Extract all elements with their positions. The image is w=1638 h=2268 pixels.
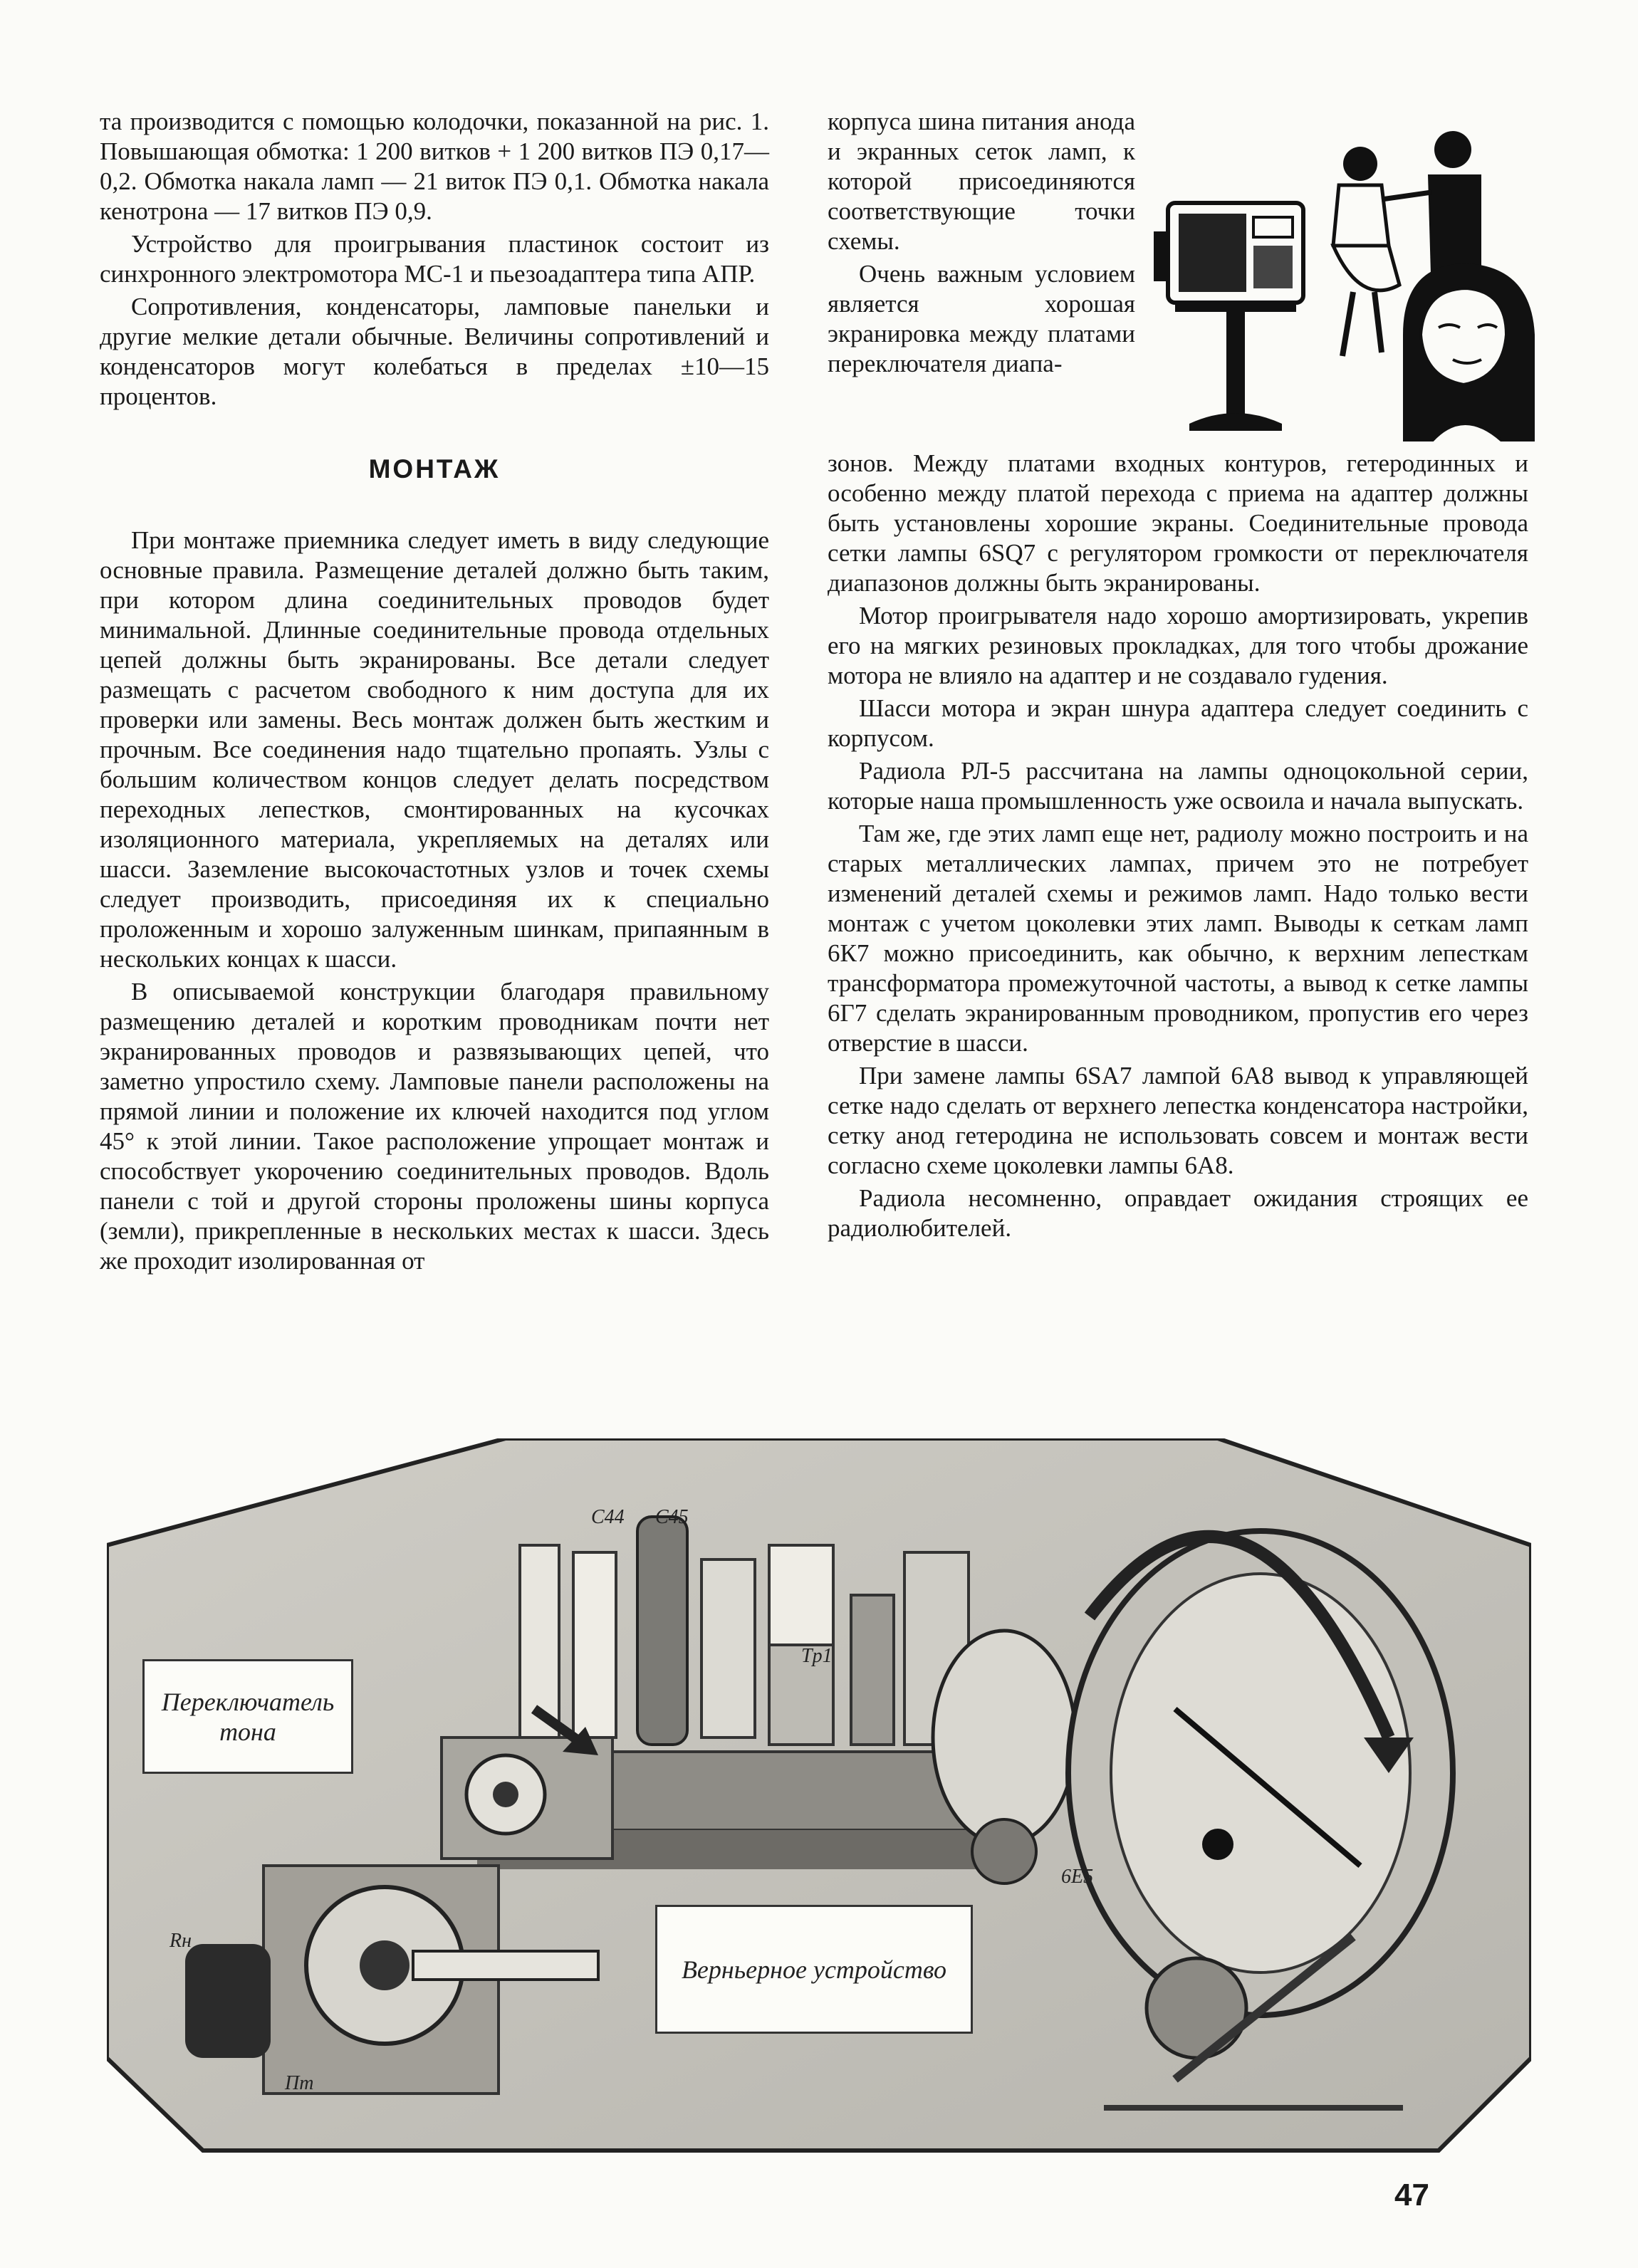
paragraph: Устройство для проигрывания пластинок состоит из синхронного электромотора МС-1 и пьезоадаптера типа АПР. xyxy=(100,230,769,288)
paragraph: Очень важным условием является хорошая экранировка между платами переключателя диапа- xyxy=(828,260,1135,377)
paragraph: Сопротивления, конденсаторы, ламповые панельки и другие мелкие детали обычные. Величины сопротивлений и конденсаторов могут колебаться в пределах ±10—15 процентов. xyxy=(100,293,769,410)
page-number: 47 xyxy=(1394,2178,1429,2212)
rn-tag: Rн xyxy=(169,1930,192,1952)
paragraph: корпуса шина питания анода и экранных сеток ламп, к которой присоединяются соответствующие точки схемы. xyxy=(828,108,1135,255)
6e5-tag: 6E5 xyxy=(1061,1866,1094,1888)
paragraph: Там же, где этих ламп еще нет, радиолу можно построить и на старых металлических лампах, причем это не потребует изменений деталей схемы и режимов ламп. Надо только вести монтаж с учетом цоколевки этих ламп. Выводы к сеткам ламп 6К7 можно присоединить, как обычно, к верхним лепесткам трансформатора промежуточной частоты, а вывод к сетке лампы 6Г7 сделать экранированным проводником, пропустив его через отверстие в шасси. xyxy=(828,820,1528,1057)
right-column-top xyxy=(828,107,1135,382)
right-column xyxy=(828,449,1528,1246)
vernier-device-label: Верньерное устройство xyxy=(655,1905,973,2034)
paragraph: В описываемой конструкции благодаря правильному размещению деталей и коротким проводникам почти нет экранированных проводов и развязывающих цепей, что заметно упростило схему. Ламповые панели расположены на прямой линии и положение их ключей находится под углом 45° к этой линии. Такое расположение упрощает монтаж и способствует укорочению соединительных проводов. Вдоль панели с той и другой стороны проложены шины корпуса (земли), прикрепленные в нескольких местах к шасси. Здесь же проходит изолированная от xyxy=(100,978,769,1275)
tr1-tag: Tp1 xyxy=(801,1645,833,1667)
chassis-photo xyxy=(107,1438,1531,2154)
paragraph: Шасси мотора и экран шнура адаптера следует соединить с корпусом. xyxy=(828,694,1528,752)
c45-tag: C45 xyxy=(655,1506,689,1528)
pt-tag: Пт xyxy=(285,2072,314,2094)
section-heading: МОНТАЖ xyxy=(368,454,501,484)
paragraph: Радиола несомненно, оправдает ожидания строящих ее радиолюбителей. xyxy=(828,1184,1528,1242)
dancers-illustration xyxy=(1147,121,1545,441)
c44-tag: C44 xyxy=(591,1506,625,1528)
left-column xyxy=(100,107,769,1279)
paragraph: та производится с помощью колодочки, показанной на рис. 1. Повышающая обмотка: 1 200 витков + 1 200 витков ПЭ 0,17—0,2. Обмотка накала ламп — 21 виток ПЭ 0,1. Обмотка накала кенотрона — 17 витков ПЭ 0,9. xyxy=(100,108,769,225)
paragraph: Мотор проигрывателя надо хорошо амортизировать, укрепив его на мягких резиновых прокладках, для того чтобы дрожание мотора не влияло на адаптер и не создавало гудения. xyxy=(828,602,1528,689)
paragraph: При монтаже приемника следует иметь в виду следующие основные правила. Размещение деталей должно быть таким, при котором длина соединительных проводов будет минимальной. Длинные соединительные провода отдельных цепей должны быть экранированы. Все детали следует размещать с расчетом свободного к ним доступа для их проверки или замены. Весь монтаж должен быть жестким и прочным. Все соединения надо тщательно пропаять. Узлы с большим количеством концов следует делать посредством переходных лепестков, смонтированных на кусочках изоляционного материала, укрепляемых на деталях или шасси. Заземление высокочастотных узлов и точек схемы следует производить, присоединяя их к специально проложенным и хорошо залуженным шинкам, припаянным в нескольких концах к шасси. xyxy=(100,526,769,973)
paragraph: зонов. Между платами входных контуров, гетеродинных и особенно между платой перехода с приема на адаптер должны быть установлены хорошие экраны. Соединительные провода сетки лампы 6SQ7 с регулятором громкости от переключателя диапазонов должны быть экранированы. xyxy=(828,449,1528,597)
paragraph: Радиола РЛ-5 рассчитана на лампы одноцокольной серии, которые наша промышленность уже освоила и начала выпускать. xyxy=(828,757,1528,815)
paragraph: При замене лампы 6SA7 лампой 6А8 вывод к управляющей сетке надо сделать от верхнего лепестка конденсатора настройки, сетку анод гетеродина не использовать совсем и монтаж вести согласно схеме цоколевки лампы 6А8. xyxy=(828,1062,1528,1179)
chassis-photo-drawing xyxy=(107,1438,1531,2154)
tone-switch-label: Переключатель тона xyxy=(142,1659,353,1774)
